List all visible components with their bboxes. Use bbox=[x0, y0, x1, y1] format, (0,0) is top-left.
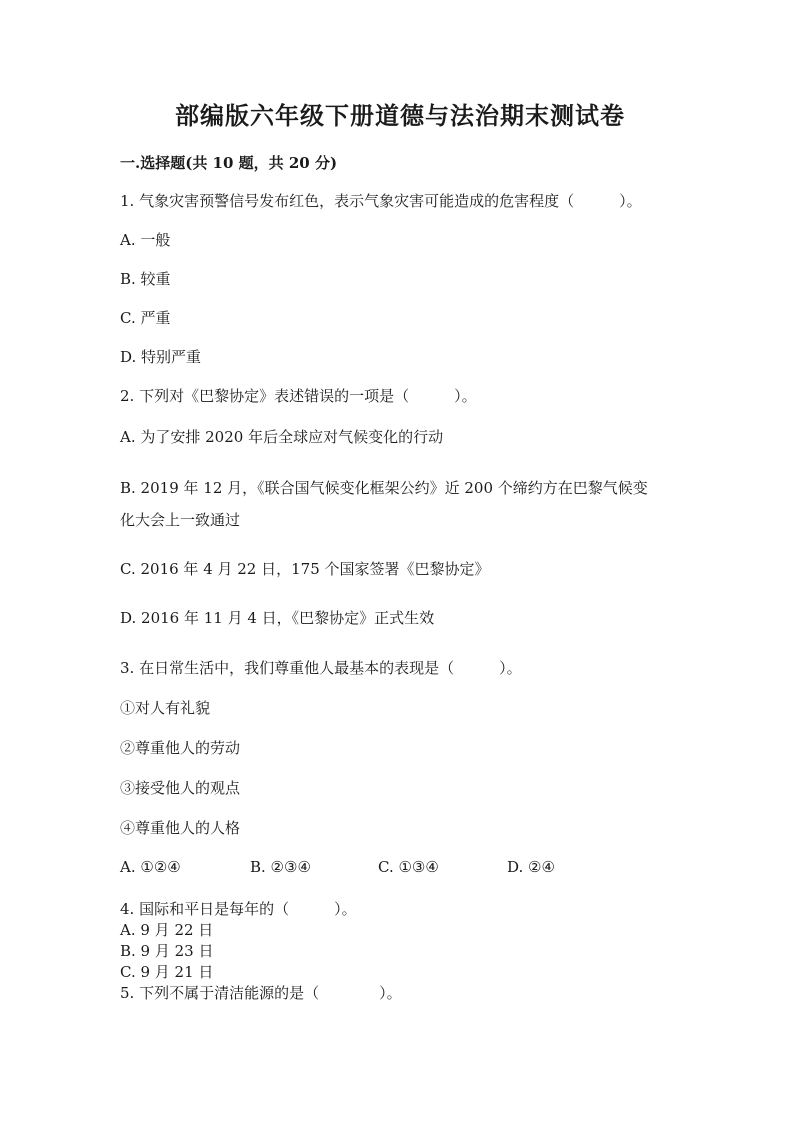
question-3-item-4: ④尊重他人的人格 bbox=[120, 819, 241, 837]
question-1-option-a: A. 一般 bbox=[120, 231, 171, 249]
question-1-option-b: B. 较重 bbox=[120, 270, 171, 288]
question-2-option-d: D. 2016 年 11 月 4 日，《巴黎协定》正式生效 bbox=[120, 609, 435, 627]
question-3-item-3: ③接受他人的观点 bbox=[120, 779, 241, 797]
question-2-option-b-line-1: B. 2019 年 12 月，《联合国气候变化框架公约》近 200 个缔约方在巴黎气候变 bbox=[120, 479, 648, 497]
question-2-stem: 2. 下列对《巴黎协定》表述错误的一项是（ ）。 bbox=[120, 387, 477, 405]
question-4-option-c: C. 9 月 21 日 bbox=[120, 963, 214, 981]
question-5-stem: 5. 下列不属于清洁能源的是（ ）。 bbox=[120, 984, 402, 1002]
question-3-option-d: D. ②④ bbox=[507, 858, 555, 876]
question-2-option-b-line-2: 化大会上一致通过 bbox=[120, 511, 241, 529]
section-heading: 一.选择题(共 10 题，共 20 分) bbox=[120, 154, 338, 172]
question-3-item-2: ②尊重他人的劳动 bbox=[120, 739, 241, 757]
question-2-option-c: C. 2016 年 4 月 22 日，175 个国家签署《巴黎协定》 bbox=[120, 560, 490, 578]
question-3-option-a: A. ①②④ bbox=[120, 858, 181, 876]
page-title: 部编版六年级下册道德与法治期末测试卷 bbox=[175, 101, 625, 130]
question-3-option-b: B. ②③④ bbox=[250, 858, 311, 876]
question-4-stem: 4. 国际和平日是每年的（ ）。 bbox=[120, 900, 357, 918]
question-4-option-b: B. 9 月 23 日 bbox=[120, 942, 214, 960]
question-4-option-a: A. 9 月 22 日 bbox=[120, 921, 214, 939]
question-1-option-c: C. 严重 bbox=[120, 309, 171, 327]
question-1-option-d: D. 特别严重 bbox=[120, 348, 202, 366]
question-3-stem: 3. 在日常生活中，我们尊重他人最基本的表现是（ ）。 bbox=[120, 659, 522, 677]
question-3-options bbox=[120, 858, 680, 880]
question-3-option-c: C. ①③④ bbox=[378, 858, 439, 876]
question-3-item-1: ①对人有礼貌 bbox=[120, 699, 211, 717]
question-1-stem: 1. 气象灾害预警信号发布红色，表示气象灾害可能造成的危害程度（ ）。 bbox=[120, 192, 642, 210]
question-2-option-a: A. 为了安排 2020 年后全球应对气候变化的行动 bbox=[120, 428, 444, 446]
